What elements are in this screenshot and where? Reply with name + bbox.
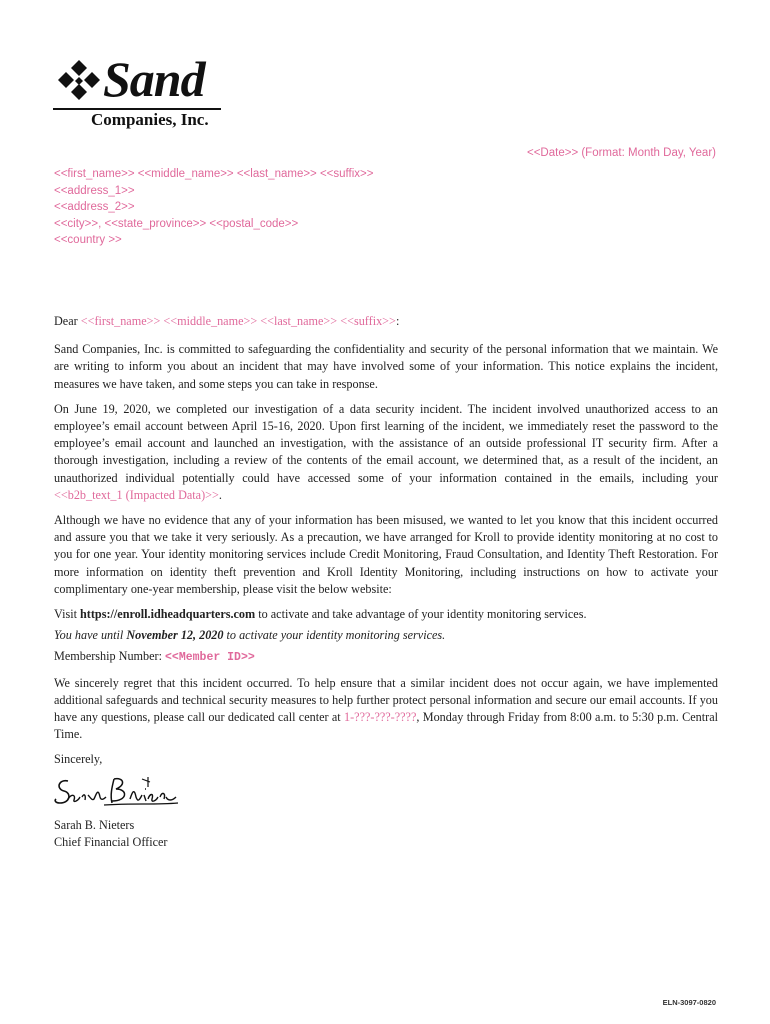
address-line-name: <<first_name>> <<middle_name>> <<last_name>> <<suffix>>	[54, 168, 374, 180]
paragraph-monitoring: Although we have no evidence that any of your information has been misused, we wanted to let you know that this incident occurred and assure you that we take it very seriously. As a precaution, we have arranged for Kroll to provide identity monitoring at no cost to you for one year. Your identity monitoring services include Credit Monitoring, Fraud Consultation, and Identity Theft Restoration. For more information on identity theft prevention and Kroll Identity Monitoring, including instructions on how to activate your complimentary one-year membership, please visit the below website:	[54, 513, 718, 596]
incident-text: On June 19, 2020, we completed our investigation of a data security incident. The incident involved unauthorized access to an employee’s email account between April 15-16, 2020. Upon first learning of the incident, we immediately reset the password to the employee’s email account and launched an investigation, with the assistance of an outside professional IT security firm. After a thorough investigation, including a review of the contents of the email account, we determined that, as a result of the incident, an unauthorized individual potentially could have accessed some of your information contained in the emails, including your	[54, 401, 718, 485]
signer-title: Chief Financial Officer	[54, 834, 168, 849]
paragraph-incident	[54, 401, 718, 504]
enroll-url: https://enroll.idheadquarters.com	[80, 607, 256, 622]
address-line-city: <<city>>, <<state_province>> <<postal_code>>	[54, 217, 299, 230]
document-code: ELN-3097-0820	[662, 998, 716, 1007]
phone-placeholder: 1-???-???-????	[344, 710, 417, 725]
incident-period: .	[218, 487, 222, 502]
membership-line	[54, 648, 718, 666]
logo-subtitle: Companies, Inc.	[91, 110, 209, 129]
paragraph-regret	[54, 675, 718, 744]
visit-line	[54, 606, 718, 623]
recipient-address	[54, 166, 373, 249]
logo-wordmark: Sand	[103, 51, 205, 107]
address-line-country: <<country >>	[54, 234, 122, 246]
salutation	[54, 313, 718, 330]
date-placeholder: <<Date>> (Format: Month Day, Year)	[527, 147, 716, 159]
diamond-logo-icon	[53, 60, 105, 110]
impacted-data-placeholder: <<b2b_text_1 (Impacted Data)>>	[54, 487, 219, 502]
visit-suffix: to activate and take advantage of your identity monitoring services.	[255, 607, 587, 622]
address-line-1: <<address_1>>	[54, 184, 135, 197]
deadline-date: November 12, 2020	[126, 628, 224, 643]
paragraph-intro: Sand Companies, Inc. is committed to safeguarding the confidentiality and security of the personal information that we maintain. We are writing to inform you about an incident that may have involved some of your information. This notice explains the incident, measures we have taken, and some steps you can take in response.	[54, 342, 718, 391]
membership-label: Membership Number:	[54, 649, 166, 664]
letter-body	[54, 313, 718, 851]
salutation-name: <<first_name>> <<middle_name>> <<last_name>> <<suffix>>	[80, 314, 396, 328]
signer-name: Sarah B. Nieters	[54, 817, 135, 832]
handwritten-signature	[54, 773, 718, 811]
deadline-prefix: You have until	[54, 628, 127, 643]
deadline-suffix: to activate your identity monitoring services.	[223, 628, 446, 643]
deadline-line	[54, 627, 718, 644]
regret-text: We sincerely regret that this incident occurred. To help ensure that a similar incident does not occur again, we have implemented additional safeguards and technical security measures to help further protect personal information and secure our email accounts. If you have any questions, please call our dedicated call center at	[54, 675, 718, 725]
visit-prefix: Visit	[54, 607, 81, 622]
address-line-2: <<address_2>>	[54, 201, 135, 213]
salutation-colon: :	[395, 314, 400, 328]
company-logo	[53, 51, 233, 130]
member-id-placeholder: <<Member ID>>	[165, 651, 255, 665]
salutation-prefix: Dear	[54, 314, 81, 328]
regret-end: , Monday through Friday from 8:00 a.m. to 5:30 p.m. Central Time.	[54, 710, 718, 742]
closing-sincerely: Sincerely,	[54, 752, 103, 767]
